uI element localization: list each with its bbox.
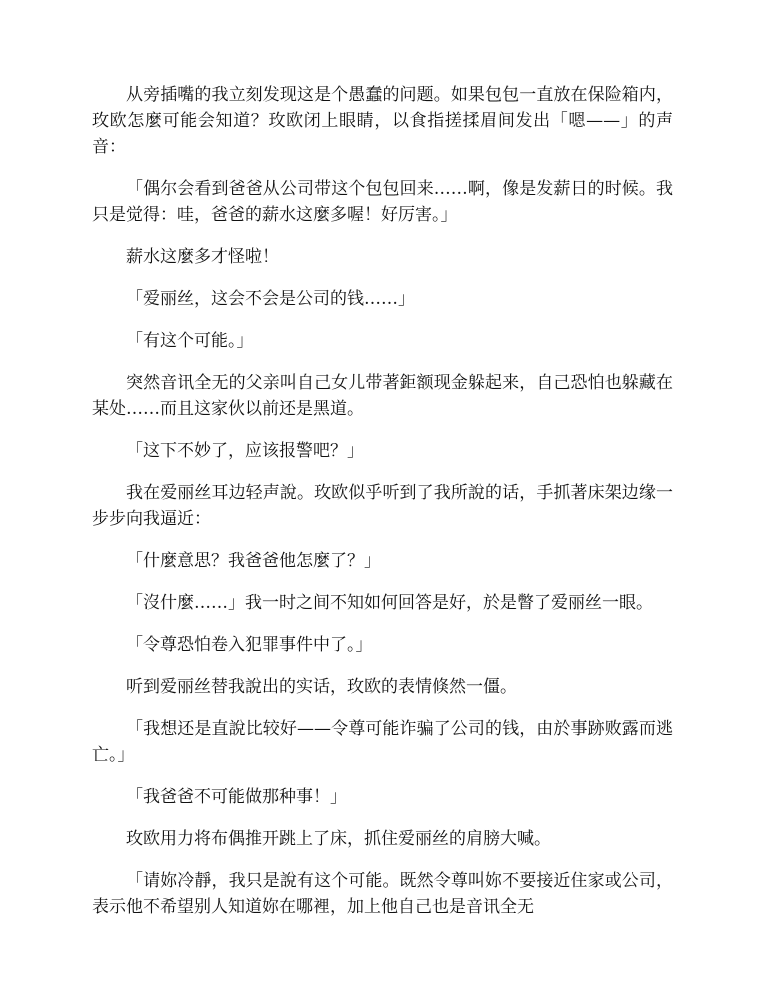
paragraph: 「爱丽丝，这会不会是公司的钱……」 <box>126 289 415 309</box>
paragraph: 「有这个可能。」 <box>126 331 254 351</box>
paragraph: 从旁插嘴的我立刻发现这是个愚蠢的问题。如果包包一直放在保险箱内，玫欧怎麼可能会知道？玫欧闭上眼睛，以食指搓揉眉间发出「嗯——」的声音： <box>92 85 673 157</box>
paragraph: 「什麼意思？我爸爸他怎麼了？」 <box>126 551 381 571</box>
paragraph: 「令尊恐怕卷入犯罪事件中了。」 <box>126 635 373 655</box>
paragraph: 「请妳冷靜，我只是說有这个可能。既然令尊叫妳不要接近住家或公司，表示他不希望别人知道妳在哪裡，加上他自己也是音讯全无 <box>92 871 673 917</box>
paragraph: 「我想还是直說比较好——令尊可能诈骗了公司的钱，由於事跡败露而逃亡。」 <box>92 719 673 765</box>
paragraph: 突然音讯全无的父亲叫自己女儿带著鉅额现金躲起来，自己恐怕也躲藏在某处……而且这家伙以前还是黑道。 <box>92 373 673 419</box>
paragraph: 「偶尔会看到爸爸从公司带这个包包回来……啊，像是发薪日的时候。我只是觉得：哇，爸爸的薪水这麼多喔！好厉害。」 <box>92 179 673 225</box>
paragraph: 「我爸爸不可能做那种事！」 <box>126 787 347 807</box>
paragraph: 我在爱丽丝耳边轻声說。玫欧似乎听到了我所說的话，手抓著床架边缘一步步向我逼近： <box>92 483 673 529</box>
paragraph: 玫欧用力将布偶推开跳上了床，抓住爱丽丝的肩膀大喊。 <box>126 829 551 849</box>
paragraph: 「这下不妙了，应该报警吧？」 <box>126 441 364 461</box>
paragraph: 「沒什麼……」我一时之间不知如何回答是好，於是瞥了爱丽丝一眼。 <box>126 593 653 613</box>
paragraph: 听到爱丽丝替我說出的实话，玫欧的表情倏然一僵。 <box>126 677 517 697</box>
paragraph: 薪水这麼多才怪啦！ <box>126 247 279 267</box>
